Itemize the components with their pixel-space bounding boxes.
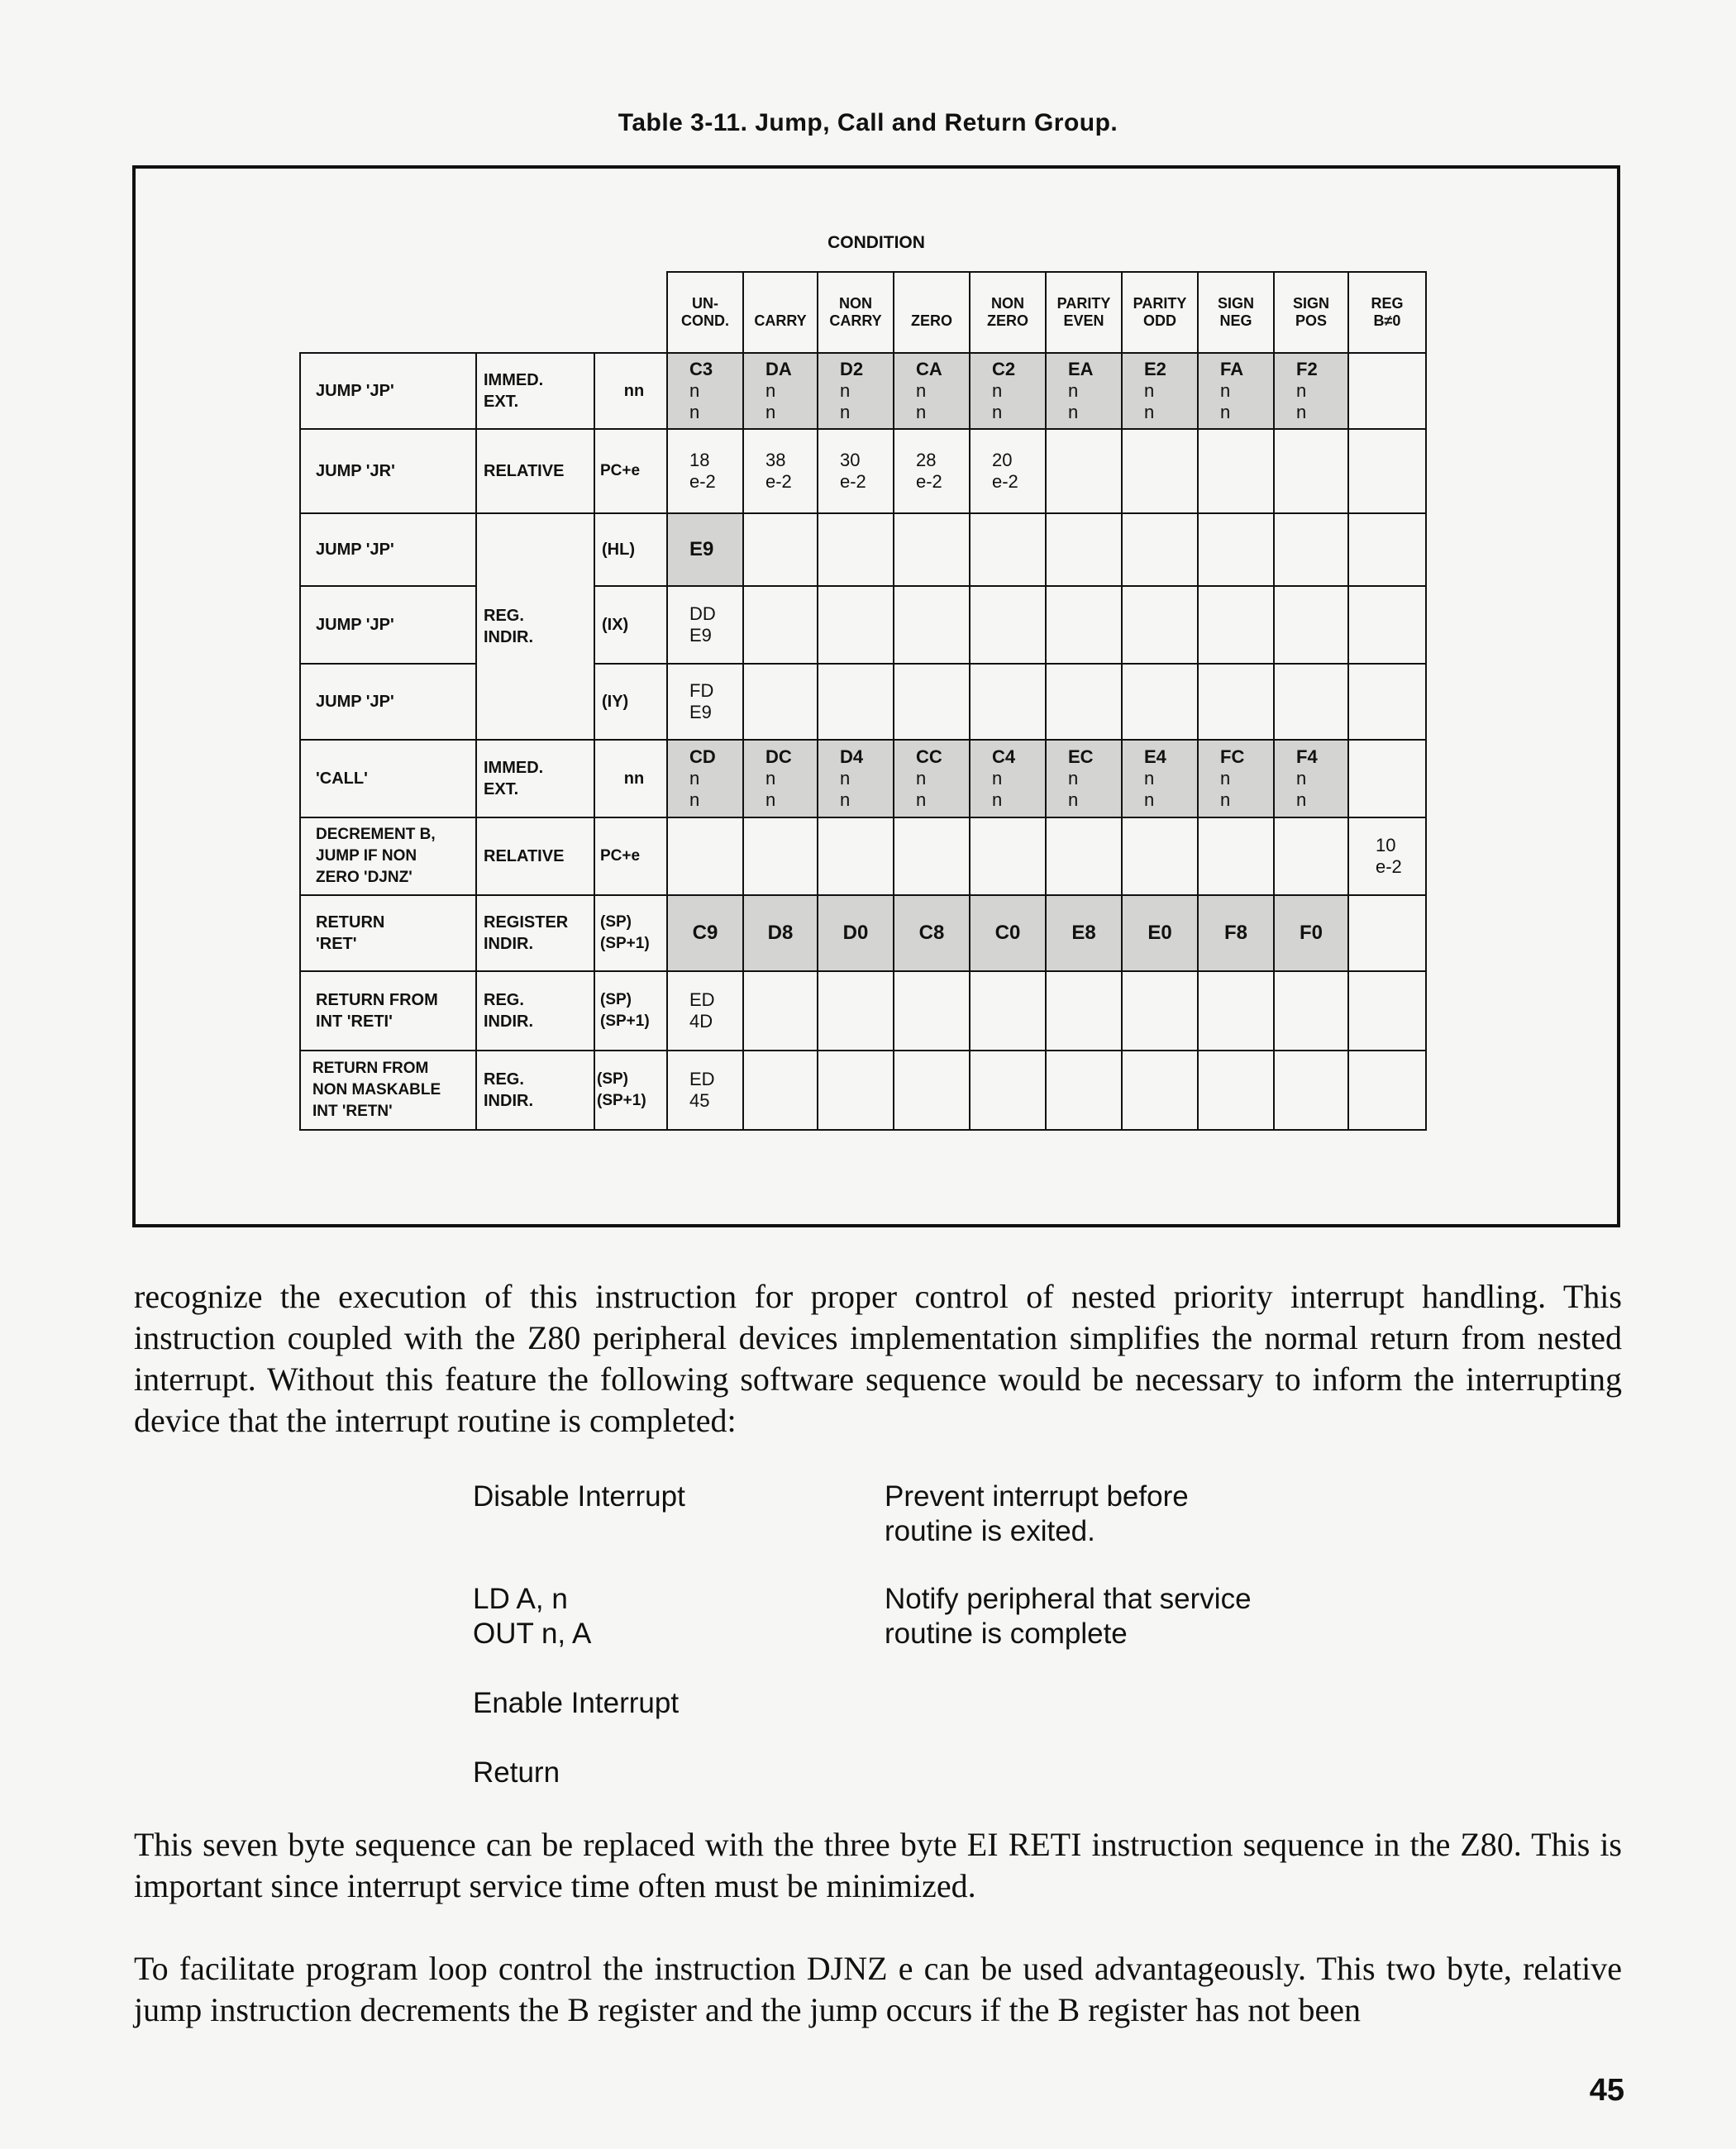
addressing-mode: REGISTER INDIR. [476, 895, 594, 971]
opcode-cell: 10 e-2 [1348, 817, 1426, 895]
opcode-cell: E9 [667, 513, 743, 586]
opcode-cell: 18 e-2 [667, 429, 743, 513]
opcode-cell: D2 n n [818, 353, 894, 429]
operand: (SP) (SP+1) [594, 895, 667, 971]
sequence-step-disable: Disable Interrupt [473, 1480, 685, 1513]
opcode-cell: C4 n n [970, 740, 1046, 817]
col-header-parity-even: PARITY EVEN [1046, 272, 1122, 353]
operand: nn [594, 353, 667, 429]
opcode-cell: FD E9 [667, 664, 743, 740]
addressing-mode: IMMED. EXT. [476, 740, 594, 817]
opcode-cell: EC n n [1046, 740, 1122, 817]
opcode-table [299, 271, 1427, 1131]
col-header-sign-pos: SIGN POS [1274, 272, 1348, 353]
opcode-cell: 20 e-2 [970, 429, 1046, 513]
opcode-cell: 30 e-2 [818, 429, 894, 513]
opcode-cell: CD n n [667, 740, 743, 817]
table-row-ret [300, 895, 1426, 971]
opcode-cell: F4 n n [1274, 740, 1348, 817]
opcode-cell: C3 n n [667, 353, 743, 429]
opcode-cell: F0 [1274, 895, 1348, 971]
opcode-cell: EA n n [1046, 353, 1122, 429]
table-header-row [300, 272, 1426, 353]
instruction-name: DECREMENT B, JUMP IF NON ZERO 'DJNZ' [300, 817, 476, 895]
table-row-jp-iy [300, 664, 1426, 740]
operand: (IX) [594, 586, 667, 664]
sequence-step-enable: Enable Interrupt [473, 1687, 680, 1719]
opcode-cell: ED 45 [667, 1051, 743, 1130]
sequence-step-ld-out: LD A, n OUT n, A [473, 1583, 592, 1650]
opcode-cell: E4 n n [1122, 740, 1198, 817]
instruction-name: JUMP 'JP' [300, 664, 476, 740]
sequence-comment-1: Prevent interrupt before routine is exited. [885, 1480, 1189, 1547]
opcode-cell: C2 n n [970, 353, 1046, 429]
table-row-jp-hl [300, 513, 1426, 586]
opcode-cell: FC n n [1198, 740, 1274, 817]
opcode-cell: F8 [1198, 895, 1274, 971]
opcode-cell: ED 4D [667, 971, 743, 1051]
instruction-name: RETURN FROM NON MASKABLE INT 'RETN' [300, 1051, 476, 1130]
instruction-name: 'CALL' [300, 740, 476, 817]
opcode-cell: D8 [743, 895, 818, 971]
addressing-mode: REG. INDIR. [476, 971, 594, 1051]
instruction-name: RETURN FROM INT 'RETI' [300, 971, 476, 1051]
opcode-cell: F2 n n [1274, 353, 1348, 429]
addressing-mode: RELATIVE [476, 817, 594, 895]
opcode-cell: CC n n [894, 740, 970, 817]
opcode-cell: DC n n [743, 740, 818, 817]
opcode-cell: C8 [894, 895, 970, 971]
instruction-name: JUMP 'JR' [300, 429, 476, 513]
table-row-jr [300, 429, 1426, 513]
instruction-name: JUMP 'JP' [300, 586, 476, 664]
col-header-parity-odd: PARITY ODD [1122, 272, 1198, 353]
opcode-cell: FA n n [1198, 353, 1274, 429]
col-header-non-carry: NON CARRY [818, 272, 894, 353]
col-header-carry: CARRY [743, 272, 818, 353]
opcode-cell: E8 [1046, 895, 1122, 971]
page-number: 45 [1589, 2073, 1624, 2108]
opcode-cell: D4 n n [818, 740, 894, 817]
paragraph-2: This seven byte sequence can be replaced with the three byte EI RETI instruction sequence in the Z80. This is important since interrupt service time often must be minimized. [134, 1826, 1622, 1904]
opcode-cell: 28 e-2 [894, 429, 970, 513]
col-header-reg-b: REG B≠0 [1348, 272, 1426, 353]
opcode-cell: 38 e-2 [743, 429, 818, 513]
operand: nn [594, 740, 667, 817]
operand: (HL) [594, 513, 667, 586]
sequence-step-return: Return [473, 1756, 560, 1789]
addressing-mode: REG. INDIR. [476, 1051, 594, 1130]
addressing-mode: IMMED. EXT. [476, 353, 594, 429]
opcode-cell: D0 [818, 895, 894, 971]
col-header-non-zero: NON ZERO [970, 272, 1046, 353]
instruction-name: RETURN 'RET' [300, 895, 476, 971]
table-row-retn [300, 1051, 1426, 1130]
opcode-cell: E2 n n [1122, 353, 1198, 429]
sequence-comment-2: Notify peripheral that service routine is complete [885, 1583, 1252, 1650]
addressing-mode: RELATIVE [476, 429, 594, 513]
table-row-djnz [300, 817, 1426, 895]
operand: (SP) (SP+1) [594, 971, 667, 1051]
operand: PC+e [594, 817, 667, 895]
operand: PC+e [594, 429, 667, 513]
operand: (SP) (SP+1) [594, 1051, 667, 1130]
paragraph-3: To facilitate program loop control the instruction DJNZ e can be used advantageously. This two byte, relative jump instruction decrements the B register and the jump occurs if the B register has not been [134, 1950, 1622, 2028]
opcode-cell: C9 [667, 895, 743, 971]
instruction-name: JUMP 'JP' [300, 513, 476, 586]
paragraph-1: recognize the execution of this instruction for proper control of nested priority interrupt handling. This instruction coupled with the Z80 peripheral devices implementation simplifies the normal return from nested interrupt. Without this feature the following software sequence would be necessary to inform the interrupting device that the interrupt routine is completed: [134, 1278, 1622, 1439]
opcode-cell: CA n n [894, 353, 970, 429]
table-row-jp-ix [300, 586, 1426, 664]
col-header-uncond: UN- COND. [667, 272, 743, 353]
table-row-reti [300, 971, 1426, 1051]
table-row-call [300, 740, 1426, 817]
table-title: Table 3-11. Jump, Call and Return Group. [618, 109, 1118, 136]
table-row-jp-imm [300, 353, 1426, 429]
opcode-cell-empty [1348, 353, 1426, 429]
col-header-sign-neg: SIGN NEG [1198, 272, 1274, 353]
opcode-cell: DD E9 [667, 586, 743, 664]
col-header-zero: ZERO [894, 272, 970, 353]
addressing-mode: REG. INDIR. [476, 513, 594, 740]
instruction-name: JUMP 'JP' [300, 353, 476, 429]
opcode-cell: E0 [1122, 895, 1198, 971]
opcode-cell: DA n n [743, 353, 818, 429]
condition-label: CONDITION [827, 233, 925, 252]
opcode-cell: C0 [970, 895, 1046, 971]
operand: (IY) [594, 664, 667, 740]
